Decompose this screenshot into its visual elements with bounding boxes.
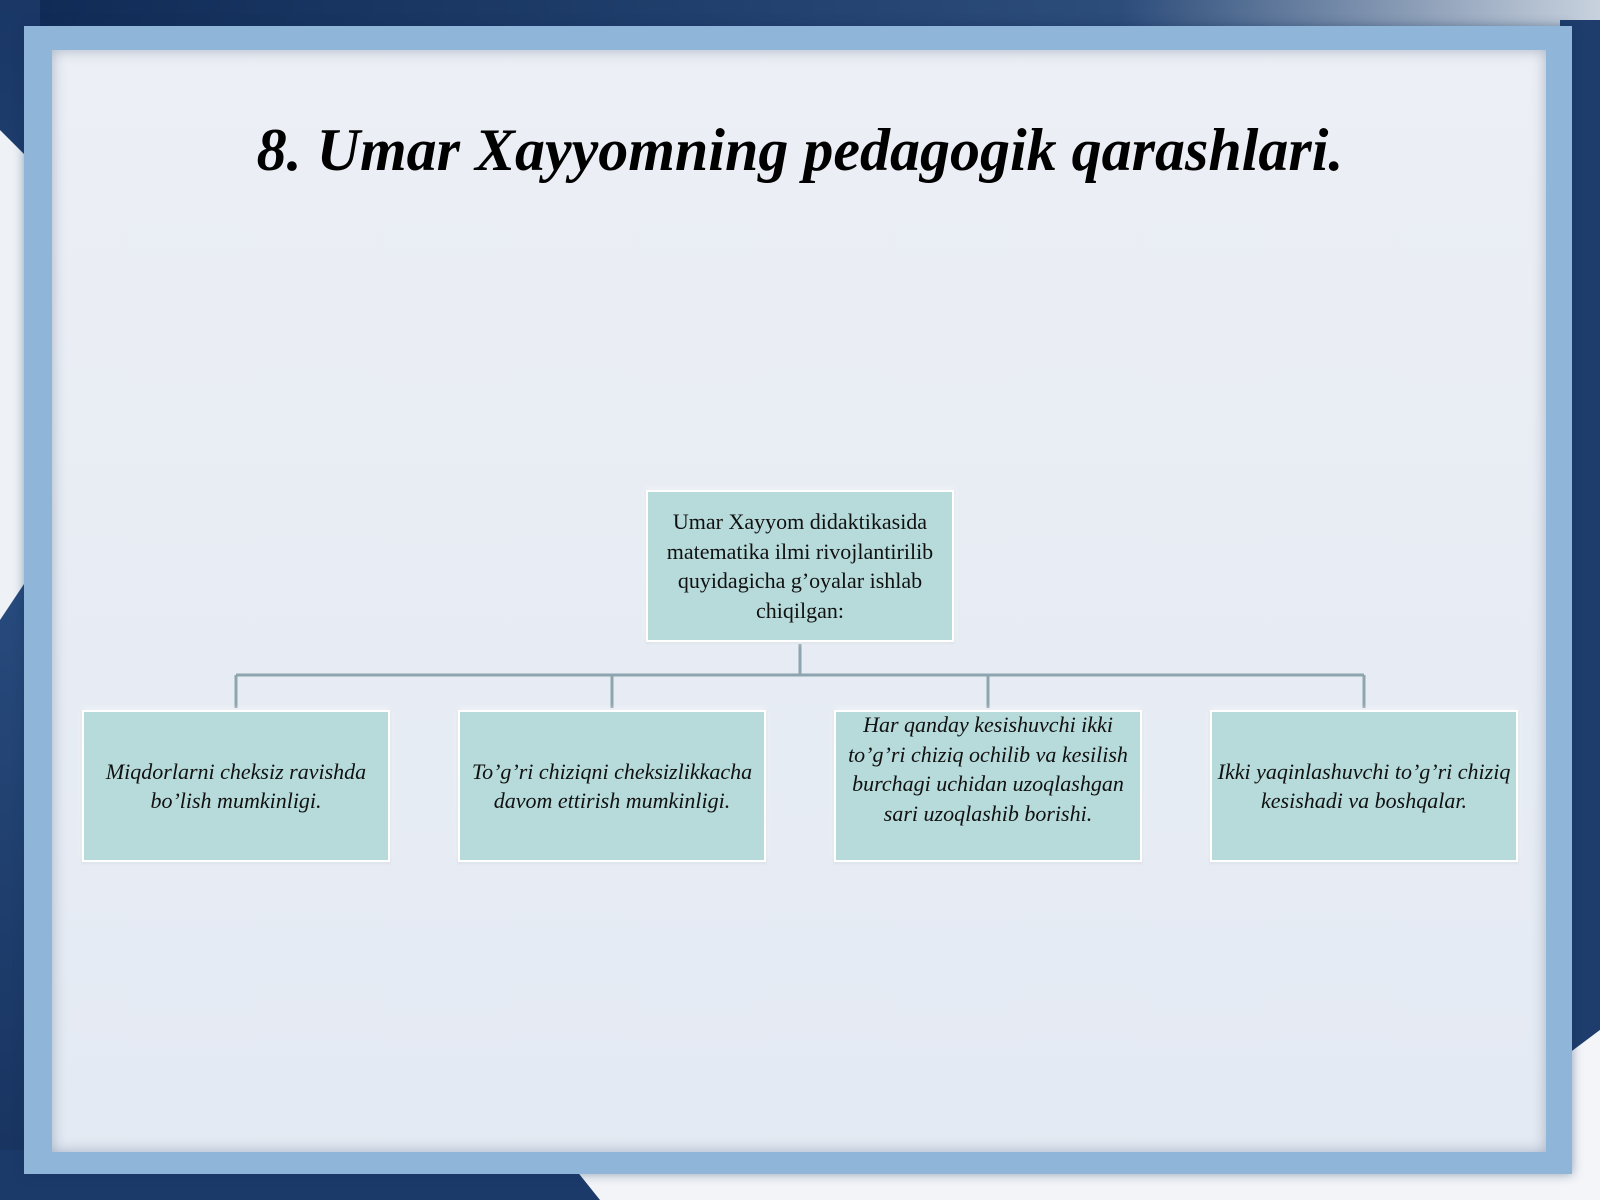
diagram-child-node-1 — [82, 710, 390, 862]
slide-title: 8. Umar Xayyomning pedagogik qarashlari. — [256, 117, 1344, 183]
diagram-child-text-1: Miqdorlarni cheksiz ravishda bo’lish mumkinligi. — [105, 758, 367, 813]
diagram-root-node — [646, 490, 954, 642]
diagram-child-text-3: Har qanday kesishuvchi ikki to’g’ri chiziq ochilib va kesilish burchagi uchidan uzoqlashgan sari uzoqlashib borishi. — [848, 712, 1128, 826]
diagram-child-node-4 — [1210, 710, 1518, 862]
diagram-child-text-4: Ikki yaqinlashuvchi to’g’ri chiziq kesishadi va boshqalar. — [1217, 758, 1511, 813]
diagram-child-node-3 — [834, 710, 1142, 862]
diagram-child-text-2: To’g’ri chiziqni cheksizlikkacha davom ettirish mumkinligi. — [471, 758, 753, 813]
diagram-child-node-2 — [458, 710, 766, 862]
diagram-root-text: Umar Xayyom didaktikasida matematika ilmi rivojlantirilib quyidagicha g’oyalar ishlab chiqilgan: — [666, 509, 934, 623]
